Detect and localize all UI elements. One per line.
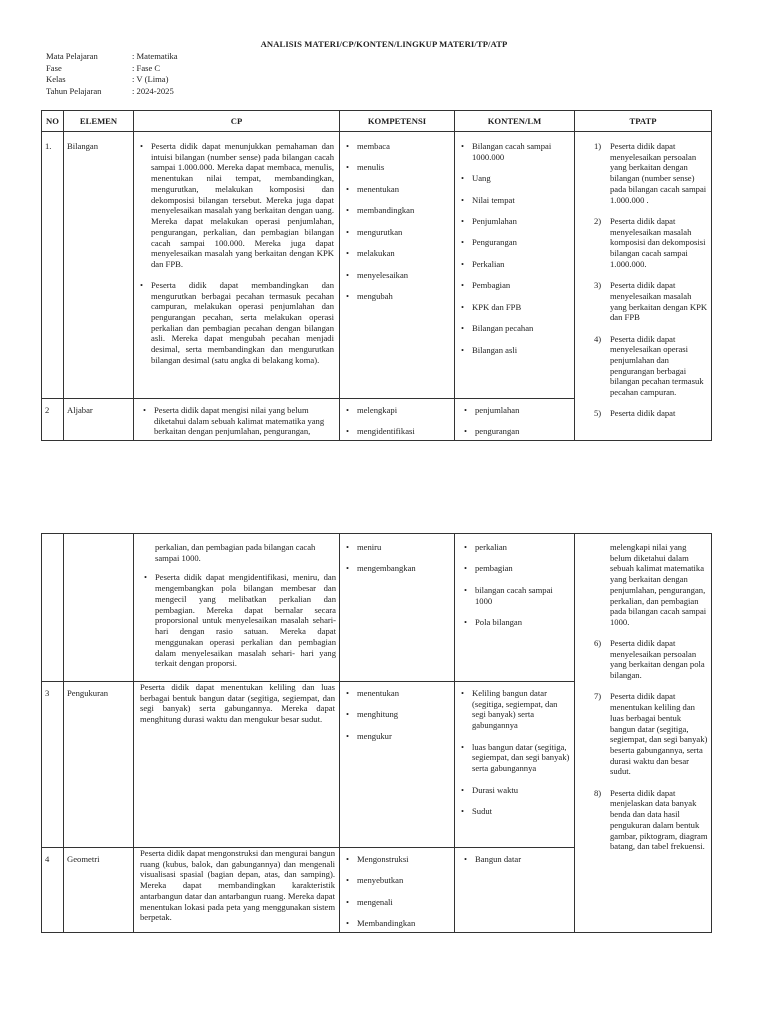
tp-text: Peserta didik dapat [610,408,676,419]
row-kompetensi [340,682,455,848]
row-no-text: 2 [45,405,50,415]
row-no [42,399,64,441]
header-no: NO [42,111,64,132]
konten-item: • Penjumlahan [458,216,571,227]
kompetensi-item: • mengukur [343,731,451,742]
meta-key: Kelas [46,74,66,84]
kompetensi-item: • mengurutkan [343,227,451,238]
kompetensi-item: • menyebutkan [343,875,451,886]
row-tpatp [575,534,712,933]
row-kompetensi [340,534,455,682]
row-tpatp [575,132,712,441]
konten-item: • pengurangan [461,426,571,437]
tp-text: Peserta didik dapat menyelesaikan masalah komposisi dan dekomposisi bilangan cacah sampai 1.000.000. [610,215,706,269]
row-kompetensi [340,399,455,441]
kompetensi-item: • menentukan [343,184,451,195]
kompetensi-item: • menulis [343,162,451,173]
row-kompetensi [340,848,455,933]
row-elemen [64,848,134,933]
tp-number: 1) [594,141,602,151]
konten-item: • Pengurangan [458,237,571,248]
row-elemen-text: Bilangan [67,141,99,151]
tp-item [578,691,708,777]
konten-item: • Uang [458,173,571,184]
cp-continuation: perkalian, dan pembagian pada bilangan cacah sampai 1000. [155,542,316,563]
meta-value: : V (Lima) [132,74,169,84]
tp-item [578,788,708,852]
kompetensi-item: • melakukan [343,248,451,259]
row-cp [134,682,340,848]
kompetensi-item: • mengembangkan [343,563,451,574]
kompetensi-item: • menyelesaikan [343,270,451,281]
tp-item [578,408,708,419]
row-cp [134,534,340,682]
tp-number: 4) [594,333,602,344]
konten-item: • luas bangun datar (segitiga, segiempat, dan segi banyak) serta gabungannya [458,742,571,774]
header-cp: CP [134,111,340,132]
meta-row-year [46,86,346,98]
row-no [42,534,64,682]
konten-item: • Pola bilangan [461,617,571,628]
cp-item: • Peserta didik dapat mengisi nilai yang belum diketahui dalam sebuah kalimat matematika yang berkaitan dengan penjumlahan, pengurangan, [140,405,336,437]
konten-item: • Bilangan pecahan [458,323,571,334]
kompetensi-item: • mengenali [343,897,451,908]
row-elemen [64,132,134,399]
row-elemen-text: Aljabar [67,405,93,415]
row-no-text: 1. [45,141,52,151]
header-konten: KONTEN/LM [455,111,575,132]
meta-key: Fase [46,62,62,73]
page-title: ANALISIS MATERI/CP/KONTEN/LINGKUP MATERI/TP/ATP [260,39,508,49]
konten-item: • KPK dan FPB [458,302,571,313]
table-header-row [42,111,712,132]
row-elemen-text: Pengukuran [67,688,109,698]
kompetensi-item: • Mengonstruksi [343,854,451,865]
tp-text: Peserta didik dapat menjelaskan data banyak benda dan data hasil pengukuran dalam bentuk gambar, piktogram, diagram batang, dan tabel frekuensi. [610,787,708,852]
meta-row-subject [46,51,346,63]
row-konten [455,534,575,682]
meta-value: : 2024-2025 [132,85,174,96]
kompetensi-item: • membandingkan [343,205,451,216]
konten-item: • Sudut [458,806,571,817]
kompetensi-item: • Membandingkan [343,918,451,929]
konten-item: • Pembagian [458,280,571,291]
row-cp [134,132,340,399]
row-konten [455,132,575,399]
kompetensi-item: • mengidentifikasi [343,426,451,437]
tp-item [578,638,708,681]
tp-item [578,216,708,270]
tp-item [578,280,708,323]
meta-key: Tahun Pelajaran [46,85,102,96]
konten-item: • Bangun datar [461,854,571,865]
row-elemen [64,399,134,441]
row-no-text: 4 [45,854,50,864]
row-kompetensi [340,132,455,399]
tp-text: Peserta didik dapat menyelesaikan persoalan yang berkaitan dengan bilangan (number sense) pada bilangan cacah sampai 1.000.000 . [610,141,707,205]
row-konten [455,399,575,441]
cp-item: • Peserta didik dapat mengidentifikasi, meniru, dan mengembangkan pola bilangan membesar dan mengecil yang melibatkan perkalian dan pembagian. Mereka dapat bernalar secara proporsional untuk menyelesaikan masalah sehari-hari dengan rasio satuan. Mereka dapat menggunakan operasi perkalian dan pembagian dalam menyelesaikan masalah sehari- hari yang terkait dengan proporsi. [141,572,336,669]
row-konten [455,682,575,848]
kompetensi-item: • melengkapi [343,405,451,416]
konten-item: • Bilangan asli [458,345,571,356]
konten-item: • Bilangan cacah sampai 1000.000 [458,141,571,162]
row-elemen-text: Geometri [67,854,100,864]
tp-number: 2) [594,215,602,226]
tp-text: Peserta didik dapat menentukan keliling dan luas berbagai bentuk bangun datar (segitiga, segiempat, dan segi banyak) beserta gabungannya, serta durasi waktu dan besar sudut. [610,691,708,777]
kompetensi-item: • menghitung [343,709,451,720]
konten-item: • Nilai tempat [458,195,571,206]
meta-row-class [46,74,346,86]
kompetensi-item: • membaca [343,141,451,152]
row-konten [455,848,575,933]
header-tpatp: TPATP [575,111,712,132]
tp-number: 8) [594,787,602,798]
cp-item: • Peserta didik dapat membandingkan dan mengurutkan berbagai pecahan termasuk pecahan campuran, melakukan operasi penjumlahan dan pengurangan pecahan, serta melakukan operasi perkalian dan pembagian pecahan dengan bilangan asli. Mereka dapat mengubah pecahan menjadi desimal, serta membandingkan dan mengurutkan bilangan desimal (satu angka di belakang koma). [137,280,336,366]
header-elemen: ELEMEN [64,111,134,132]
konten-item: • Perkalian [458,259,571,270]
table-row [42,534,712,682]
analysis-table-page1 [41,110,712,441]
tp-item [578,141,708,205]
konten-item: • Keliling bangun datar (segitiga, segiempat, dan segi banyak) serta gabungannya [458,688,571,731]
kompetensi-item: • menentukan [343,688,451,699]
row-no [42,132,64,399]
tp-continuation: melengkapi nilai yang belum diketahui dalam sebuah kalimat matematika yang berkaitan dengan penjumlahan, pengurangan, perkalian, dan pembagian pada bilangan cacah sampai 1000. [610,542,707,628]
tp-text: Peserta didik dapat menyelesaikan persoalan yang berkaitan dengan pola bilangan. [610,637,705,681]
cp-text: Peserta didik dapat menentukan keliling dan luas berbagai bentuk bangun datar (segitiga, segiempat, dan segi banyak) serta gabungannya. Mereka dapat menghitung durasi waktu dan mengukur besar sudut. [140,682,335,725]
kompetensi-item: • meniru [343,542,451,553]
row-elemen [64,682,134,848]
konten-item: • Durasi waktu [458,785,571,796]
row-cp [134,399,340,441]
konten-item: • pembagian [461,563,571,574]
meta-key: Mata Pelajaran [46,51,98,61]
analysis-table-page2 [41,533,712,933]
tp-text: Peserta didik dapat menyelesaikan operasi penjumlahan dan pengurangan berbagai bilangan pecahan termasuk pecahan campuran. [610,333,704,398]
konten-item: • perkalian [461,542,571,553]
document-meta [46,51,346,97]
header-kompetensi: KOMPETENSI [340,111,455,132]
tp-number: 5) [594,408,602,419]
row-cp [134,848,340,933]
cp-item: • Peserta didik dapat menunjukkan pemahaman dan intuisi bilangan (number sense) pada bilangan cacah sampai 1.000.000. Mereka dapat membaca, menulis, menentukan nilai tempat, membandingkan, mengurutkan, melakukan komposisi dan dekomposisi bilangan tersebut. Mereka juga dapat menyelesaikan masalah yang berkaitan dengan uang. Mereka dapat melakukan operasi penjumlahan, pengurangan, perkalian, dan pembagian bilangan cacah sampai 100.000. Mereka juga dapat menyelesaikan masalah yang berkaitan dengan KPK dan FPB. [137,141,336,270]
kompetensi-item: • mengubah [343,291,451,302]
row-no [42,682,64,848]
meta-row-phase [46,63,346,75]
konten-item: • penjumlahan [461,405,571,416]
row-elemen [64,534,134,682]
tp-number: 6) [594,637,602,648]
tp-item [578,334,708,398]
konten-item: • bilangan cacah sampai 1000 [461,585,571,606]
tp-number: 7) [594,691,602,702]
meta-value: : Fase C [132,62,161,73]
tp-text: Peserta didik dapat menyelesaikan masalah yang berkaitan dengan KPK dan FPB [610,280,708,323]
meta-value: : Matematika [132,51,178,61]
table-row [42,132,712,399]
tp-number: 3) [594,280,602,291]
row-no [42,848,64,933]
row-no-text: 3 [45,688,50,698]
cp-text: Peserta didik dapat mengonstruksi dan mengurai bangun ruang (kubus, balok, dan gabungannya) dan mengenali visualisasi spasial (bagian depan, atas, dan samping). Mereka dapat membandingkan karakteristik antarbangun datar dan antarbangun ruang. Mereka dapat menentukan lokasi pada peta yang menggunakan sistem berpetak. [140,848,335,923]
